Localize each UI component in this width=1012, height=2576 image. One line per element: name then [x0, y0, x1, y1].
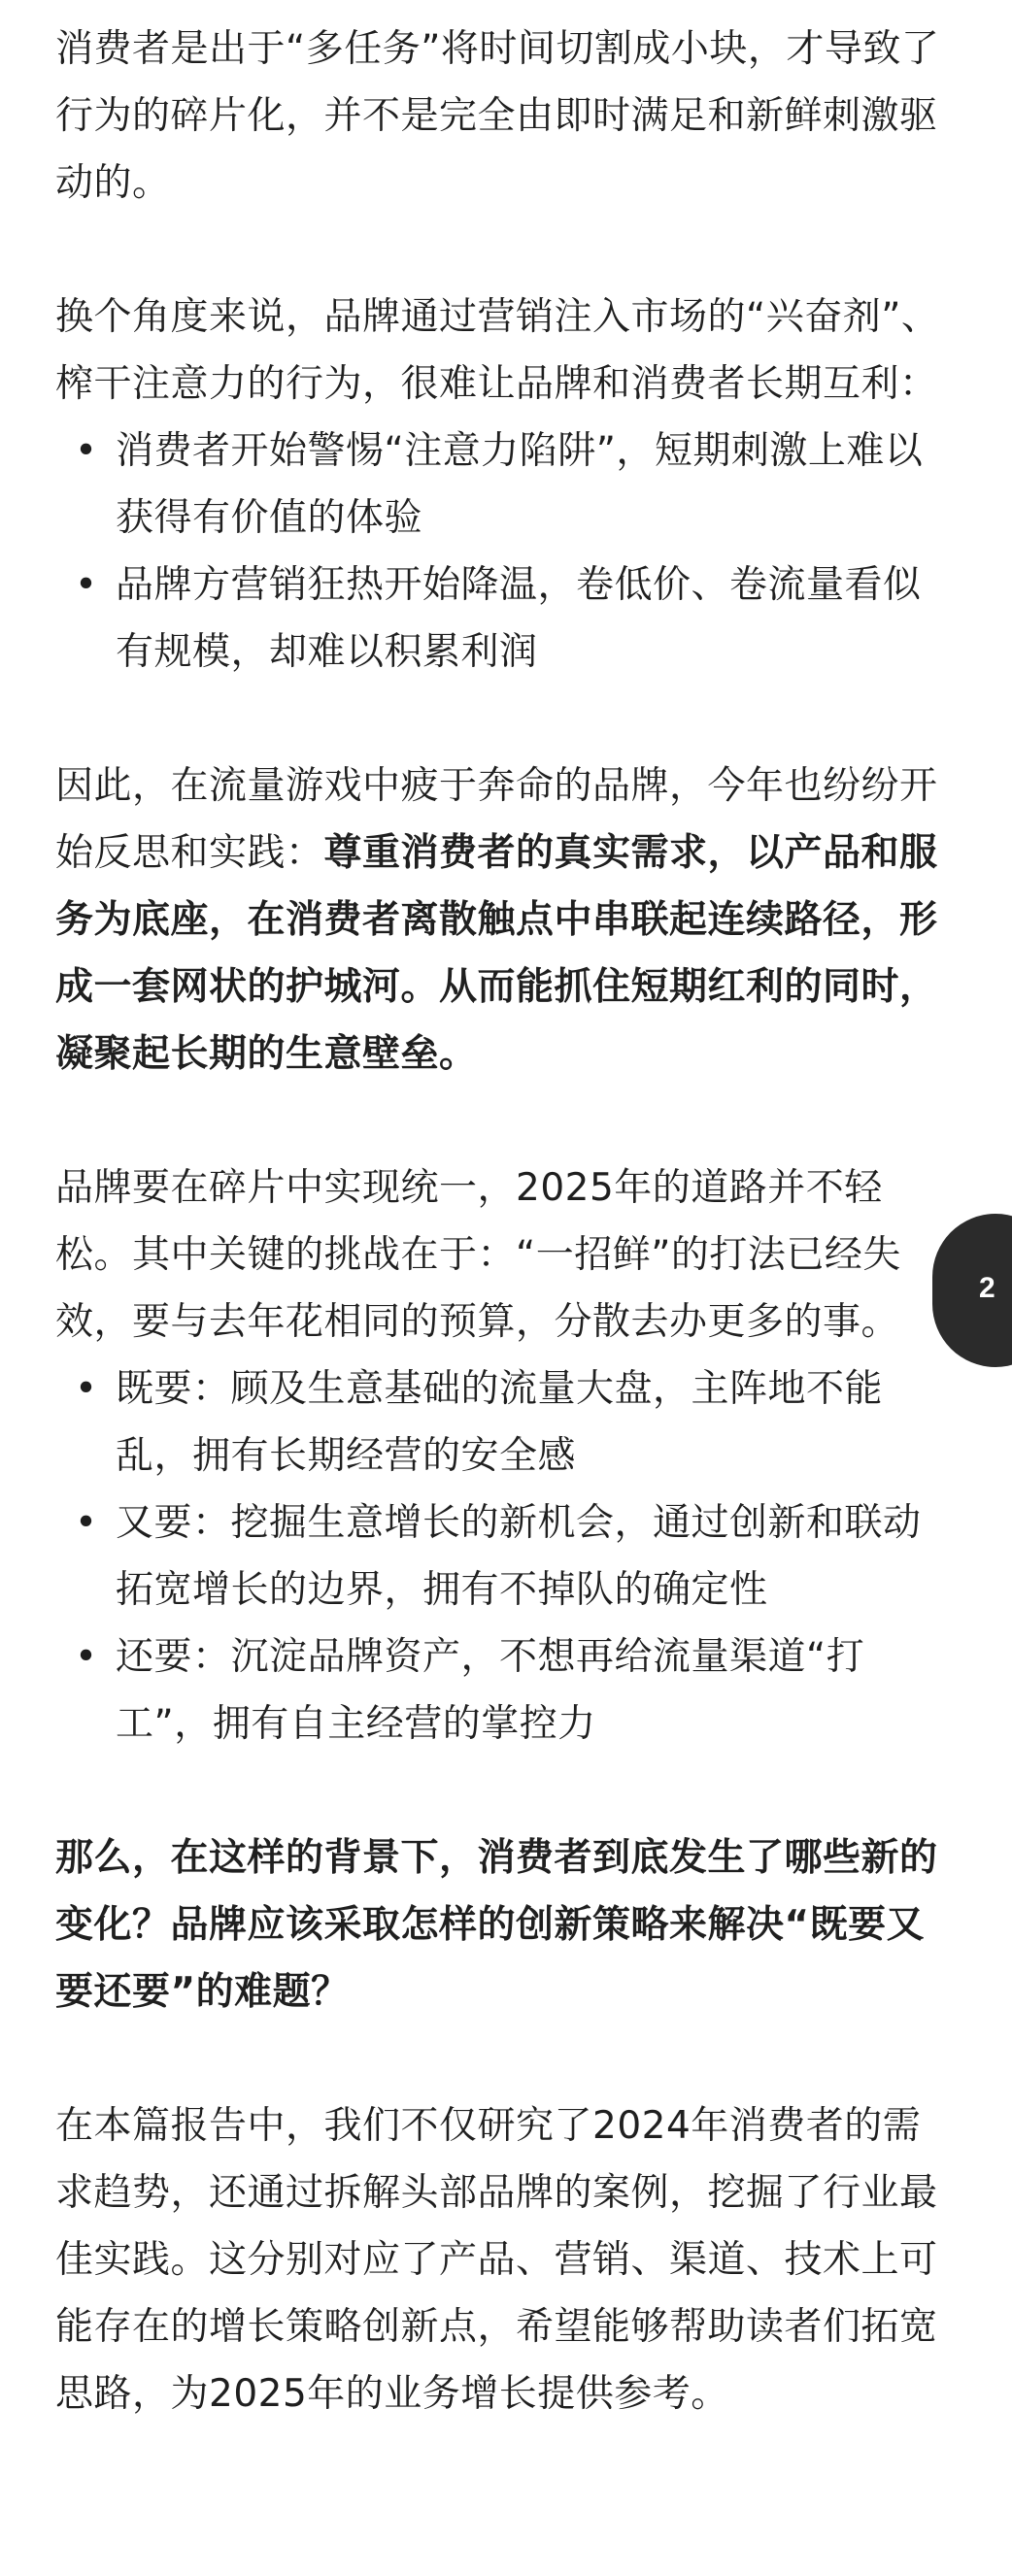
paragraph-gap — [55, 1087, 959, 1154]
bullet-icon: • — [75, 1367, 98, 1411]
list-item-text: 又要：挖掘生意增长的新机会，通过创新和联动拓宽增长的边界，拥有不掉队的确定性 — [116, 1501, 922, 1612]
bullet-list-1 — [55, 418, 959, 686]
paragraph-gap — [55, 2025, 959, 2092]
paragraph-5: 那么，在这样的背景下，消费者到底发生了哪些新的变化？品牌应该采取怎样的创新策略来解决“既要又要还要”的难题？ — [55, 1836, 938, 2014]
list-item-text: 品牌方营销狂热开始降温，卷低价、卷流量看似有规模，却难以积累利润 — [116, 563, 922, 674]
list-item — [55, 418, 959, 552]
paragraph-3-normal: 因此，在流量游戏中疲于奔命的品牌，今年也纷纷开始反思和实践： — [55, 764, 938, 875]
paragraph-3-bold: 尊重消费者的真实需求，以产品和服务为底座，在消费者离散触点中串联起连续路径，形成一套网状的护城河。从而能抓住短期红利的同时，凝聚起长期的生意壁垒。 — [55, 831, 938, 1076]
paragraph-2: 换个角度来说，品牌通过营销注入市场的“兴奋剂”、榨干注意力的行为，很难让品牌和消费者长期互利： — [55, 295, 940, 406]
paragraph-gap — [55, 217, 959, 284]
list-item-text: 还要：沉淀品牌资产，不想再给流量渠道“打工”，拥有自主经营的掌控力 — [116, 1635, 865, 1746]
bullet-icon: • — [75, 429, 98, 473]
list-item — [55, 1489, 959, 1623]
paragraph-3 — [55, 753, 959, 1087]
list-item — [55, 1623, 959, 1757]
paragraph-gap — [55, 686, 959, 753]
list-item-text: 既要：顾及生意基础的流量大盘，主阵地不能乱，拥有长期经营的安全感 — [116, 1367, 884, 1478]
paragraph-4: 品牌要在碎片中实现统一，2025年的道路并不轻松。其中关键的挑战在于：“一招鲜”的打法已经失效，要与去年花相同的预算，分散去办更多的事。 — [55, 1166, 901, 1344]
paragraph-6: 在本篇报告中，我们不仅研究了2024年消费者的需求趋势，还通过拆解头部品牌的案例，挖掘了行业最佳实践。这分别对应了产品、营销、渠道、技术上可能存在的增长策略创新点，希望能够帮助读者们拓宽思路，为2025年的业务增长提供参考。 — [55, 2104, 938, 2416]
paragraph-gap — [55, 1757, 959, 1824]
bullet-icon: • — [75, 1635, 98, 1679]
paragraph-1: 消费者是出于“多任务”将时间切割成小块，才导致了行为的碎片化，并不是完全由即时满足和新鲜刺激驱动的。 — [55, 27, 940, 205]
page-number-label: 2 — [979, 1272, 995, 1304]
list-item — [55, 1355, 959, 1489]
bullet-icon: • — [75, 1501, 98, 1545]
article-body — [55, 0, 959, 2427]
bullet-list-2 — [55, 1355, 959, 1757]
list-item — [55, 552, 959, 686]
bullet-icon: • — [75, 563, 98, 607]
list-item-text: 消费者开始警惕“注意力陷阱”，短期刺激上难以获得有价值的体验 — [116, 429, 924, 540]
